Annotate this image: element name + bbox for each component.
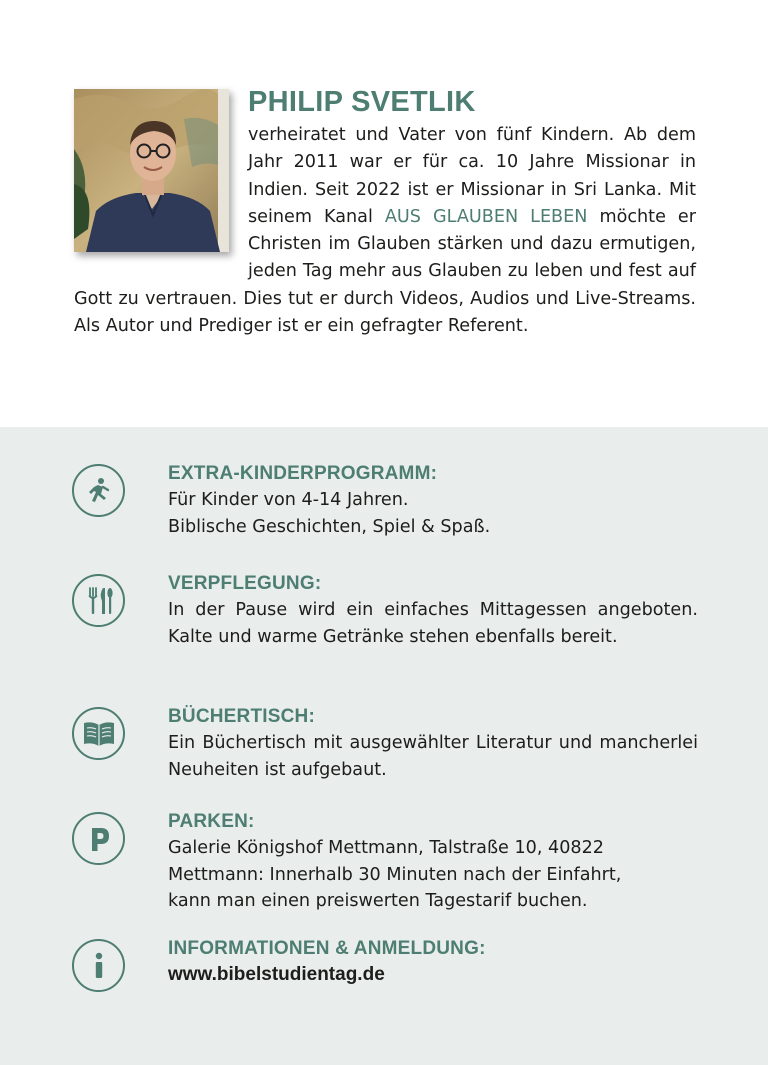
- parking-icon: [72, 812, 125, 865]
- fork-knife-icon: [72, 574, 125, 627]
- parking-text: [168, 809, 698, 915]
- contact-heading: INFORMATIONEN & ANMELDUNG:: [168, 938, 486, 959]
- kids-line-1: Für Kinder von 4-14 Jahren.: [168, 490, 409, 510]
- event-info-panel: [0, 427, 768, 1065]
- contact-text: [168, 936, 698, 988]
- kids-heading: EXTRA-KINDERPROGRAMM:: [168, 463, 438, 484]
- food-heading: VERPFLEGUNG:: [168, 573, 322, 594]
- website-link[interactable]: www.bibelstudientag.de: [168, 964, 385, 985]
- channel-name: AUS GLAUBEN LEBEN: [384, 206, 588, 227]
- author-section: [0, 0, 768, 427]
- author-name: PHILIP SVETLIK: [248, 86, 476, 118]
- bio-text-part2: möchte er Christen im Glauben stärken und dazu ermutigen, jeden Tag mehr aus Glauben zu leben und fest auf Gott zu vertrauen. Dies tut er durch Videos, Audios und Live-Streams. Als Autor und Prediger ist er ein gefragter Referent.: [74, 206, 696, 337]
- bio-photo-spacer: [74, 122, 248, 282]
- info-icon: [72, 939, 125, 992]
- books-text: [168, 704, 698, 783]
- parking-line-1: Galerie Königshof Mettmann, Talstraße 10, 40822: [168, 838, 604, 858]
- child-running-icon: [72, 464, 125, 517]
- parking-line-2: Mettmann: Innerhalb 30 Minuten nach der Einfahrt,: [168, 864, 622, 885]
- books-description: Ein Büchertisch mit ausgewählter Literatur und mancherlei Neuheiten ist aufgebaut.: [168, 733, 698, 780]
- kids-line-2: Biblische Geschichten, Spiel & Spaß.: [168, 516, 491, 537]
- books-heading: BÜCHERTISCH:: [168, 706, 316, 727]
- food-description: In der Pause wird ein einfaches Mittagessen angeboten. Kalte und warme Getränke stehen ebenfalls bereit.: [168, 600, 698, 647]
- kids-text: [168, 461, 698, 540]
- parking-line-3: kann man einen preiswerten Tagestarif buchen.: [168, 891, 588, 911]
- parking-heading: PARKEN:: [168, 811, 255, 832]
- food-text: [168, 571, 698, 650]
- bio-text-part1: verheiratet und Vater von fünf Kindern. Ab dem Jahr 2011 war er für ca. 10 Jahre Missionar in Indien. Seit 2022 ist er Missionar in Sri Lanka. Mit seinem Kanal: [248, 125, 696, 227]
- open-book-icon: [72, 707, 125, 760]
- author-bio: [74, 122, 696, 340]
